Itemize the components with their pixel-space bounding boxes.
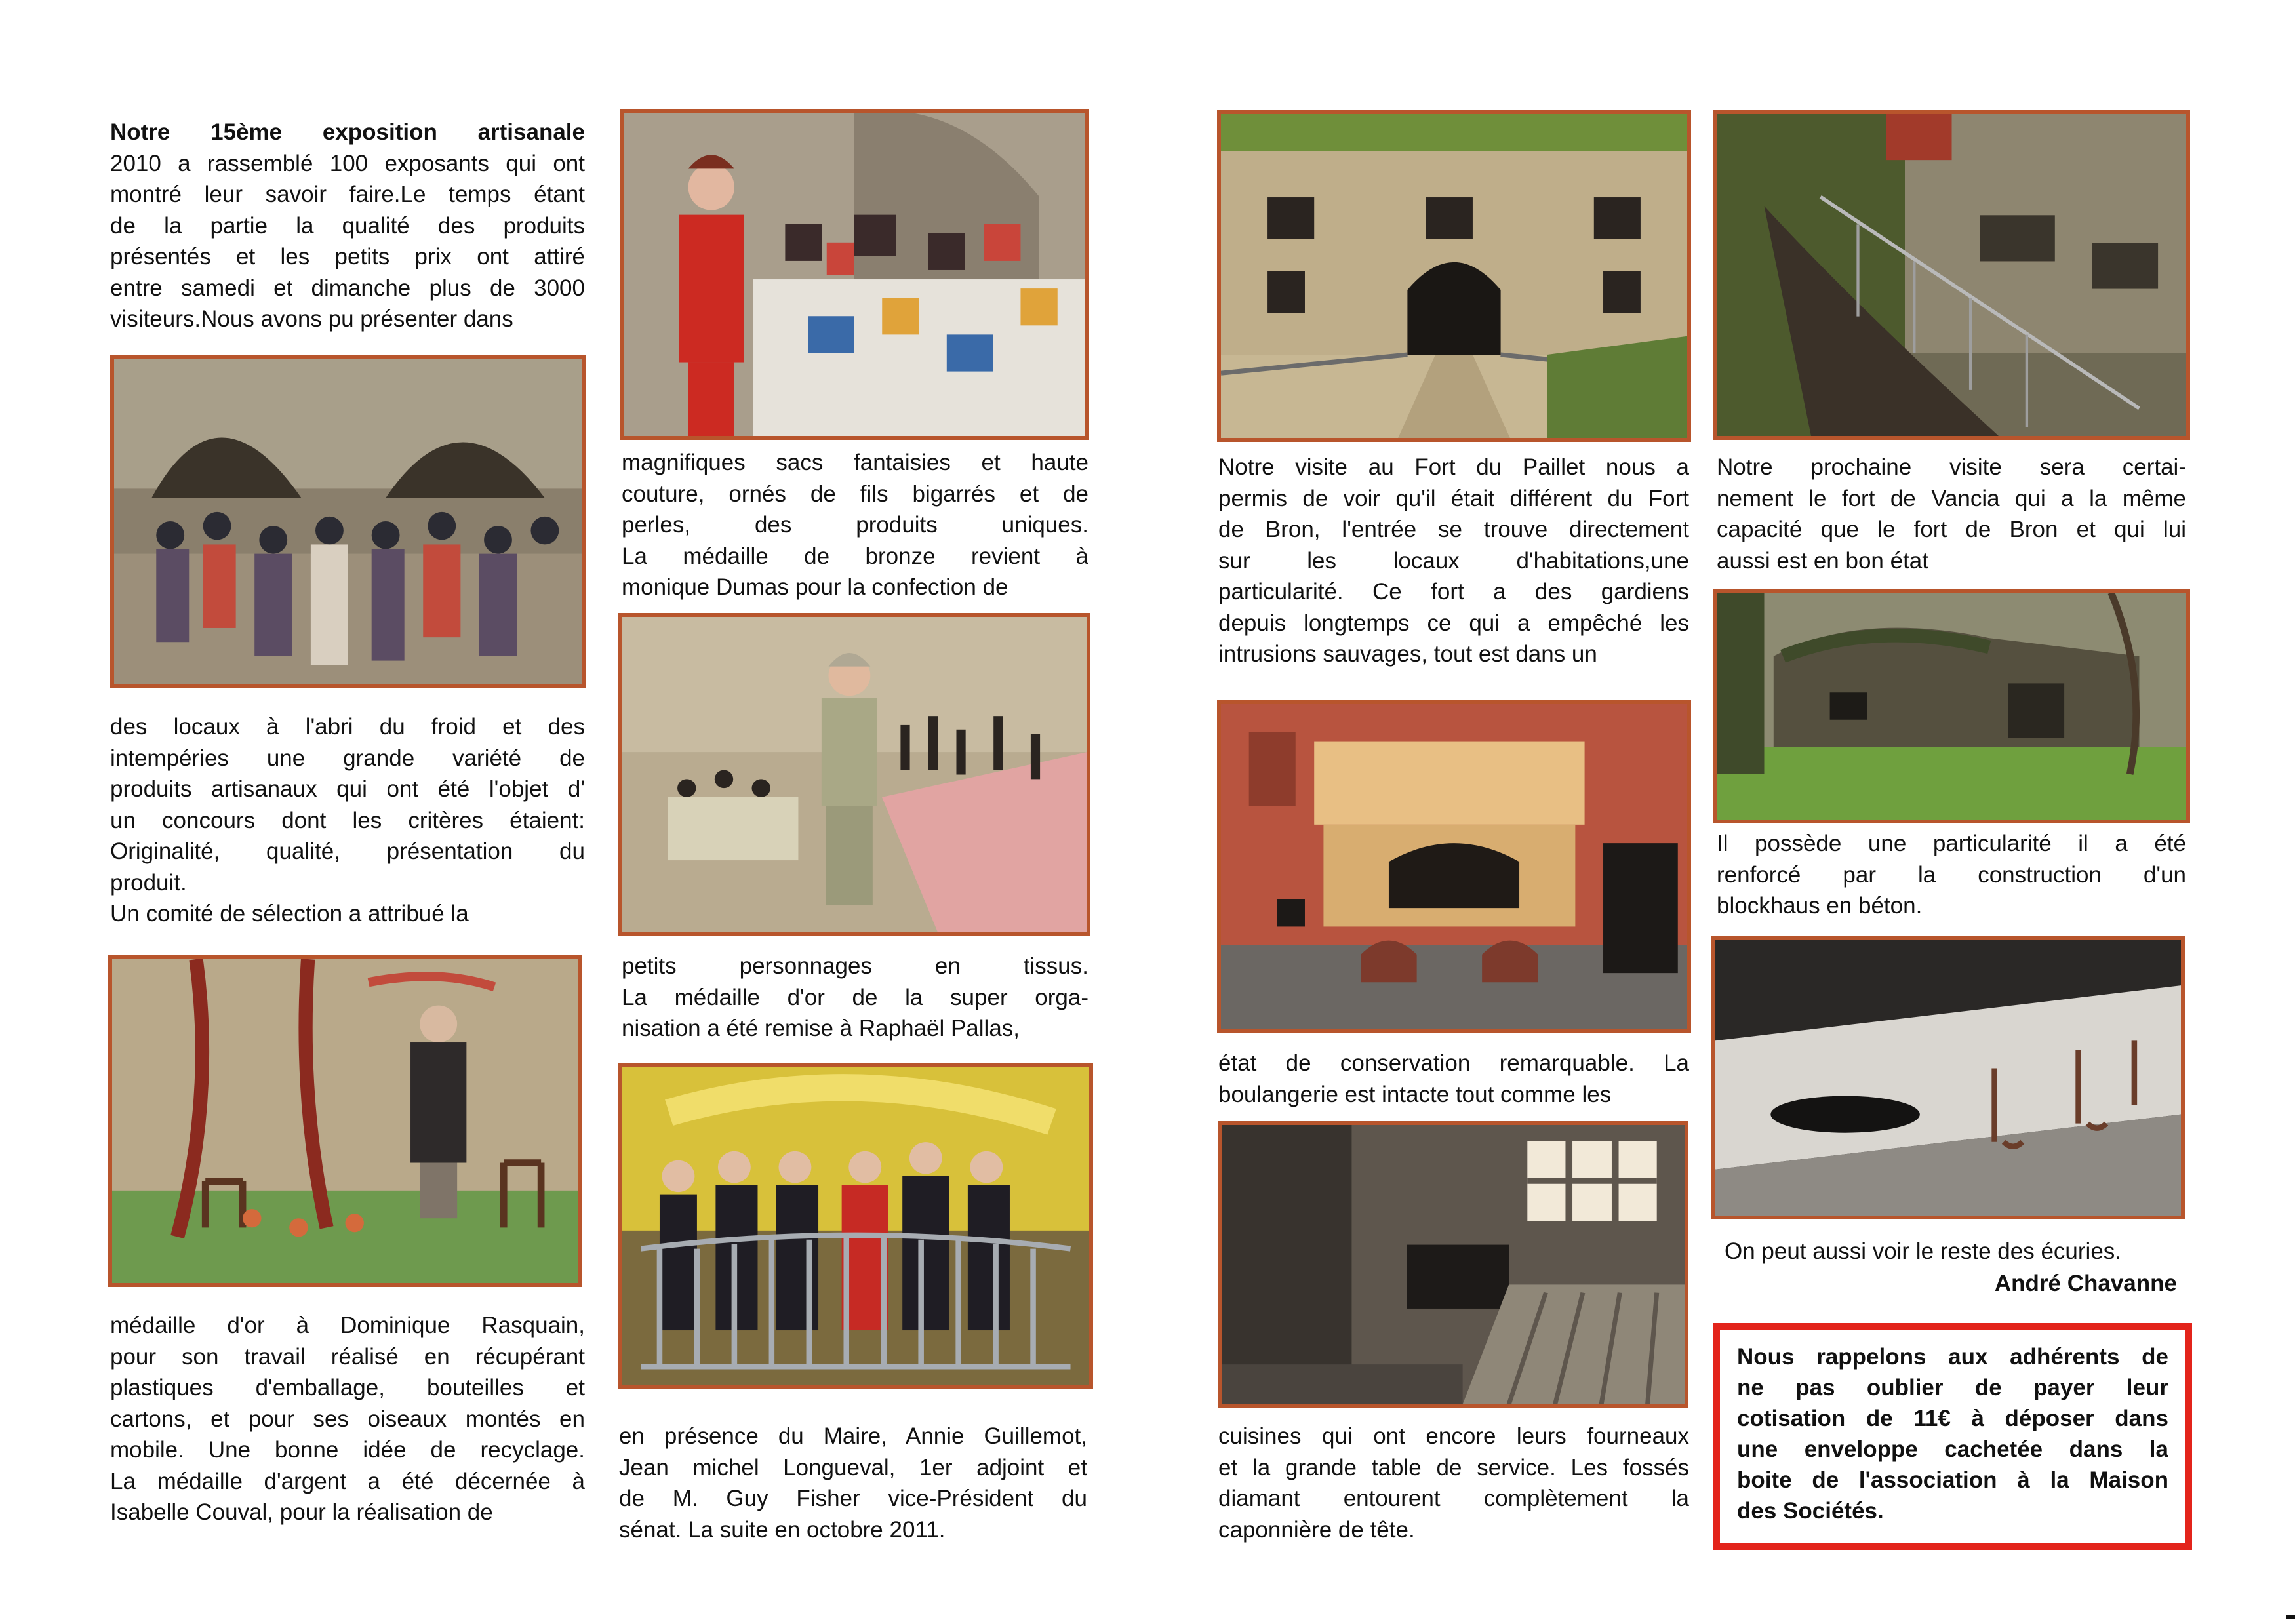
text-line: ne pas oublier de payer leur [1737,1375,2168,1400]
text-line: Notre prochaine visite sera certai- [1717,454,2186,480]
col3-lines-2 [1218,1048,1689,1110]
exhibition-title: Notre 15ème exposition artisanale [110,119,585,145]
text-line: une enveloppe cachetée dans la [1737,1436,2168,1462]
text-line: Notre visite au Fort du Paillet nous a [1218,454,1689,480]
col4-lines-1 [1717,452,2186,576]
photo-blockhaus [1713,589,2190,823]
col3-text-block-1 [1218,452,1689,670]
photo-stables [1711,936,2185,1219]
text-line: particularité. Ce fort a des gardiens [1218,579,1689,604]
col3-text-block-3 [1218,1421,1689,1545]
col3-text-block-2 [1218,1048,1689,1110]
text-line: couture, ornés de fils bigarrés et de [622,481,1088,507]
text-line: plastiques d'emballage, bouteilles et [110,1375,585,1400]
col2-text-block-1 [622,447,1088,603]
photo-mayor-ceremony [618,1063,1093,1389]
text-line: état de conservation remarquable. La [1218,1050,1689,1076]
col4-lines-2 [1717,828,2186,922]
text-line: sénat. La suite en octobre 2011. [619,1516,946,1543]
col2-text-block-3 [619,1421,1087,1545]
text-line: présentés et les petits prix ont attiré [110,244,585,269]
author-name: André Chavanne [1994,1271,2177,1296]
photo-handbags-stand [620,109,1089,440]
col3-lines-3 [1218,1421,1689,1545]
text-line: un concours dont les critères étaient: [110,807,585,833]
text-line: entre samedi et dimanche plus de 3000 [110,275,585,301]
col4-text-block-1 [1717,452,2186,576]
text-line: La médaille d'argent a été décernée à [110,1468,585,1494]
text-line: boite de l'association à la Maison [1737,1467,2168,1493]
col1-text-block-2 [110,711,585,930]
text-line: cartons, et pour ses oiseaux montés en [110,1406,585,1432]
text-line: Il possède une particularité il a été [1717,831,2186,856]
text-line: cotisation de 11€ à déposer dans [1737,1406,2168,1431]
text-line: monique Dumas pour la confection de [622,574,1008,600]
text-line: cuisines qui ont encore leurs fourneaux [1218,1423,1689,1449]
scan-corner-mark [2286,1615,2295,1619]
col1-lines-1 [110,148,585,335]
text-line: petits personnages en tissus. [622,953,1088,979]
col1-text-block-1 [110,117,585,335]
text-line: et la grande table de service. Les fossés [1218,1454,1689,1480]
text-line: des Sociétés. [1737,1498,1884,1524]
text-line: boulangerie est intacte tout comme les [1218,1081,1612,1107]
photo-bakery-oven [1217,700,1691,1033]
text-line: de M. Guy Fisher vice-Président du [619,1486,1087,1511]
text-line: aussi est en bon état [1717,547,1928,574]
notice-lines [1737,1341,2168,1526]
photo-vancia-fort-ditch [1713,110,2190,440]
col4-text-block-2 [1717,828,2186,922]
text-line: pour son travail réalisé en récupérant [110,1343,585,1370]
col1-lines-2 [110,711,585,930]
text-line: capacité que le fort de Bron et qui lui [1717,517,2186,542]
text-line: La médaille de bronze revient à [622,543,1088,569]
text-line: magnifiques sacs fantaisies et haute [622,450,1088,475]
text-line: permis de voir qu'il était différent du Fort [1218,485,1689,511]
text-line: montré leur savoir faire.Le temps étant [110,182,585,207]
membership-notice [1713,1323,2192,1550]
col1-lines-3 [110,1310,585,1528]
text-line: Un comité de sélection a attribué la [110,901,469,926]
text-line: depuis longtemps ce qui a empêché les [1218,610,1689,636]
col2-text-block-2 [622,951,1088,1044]
photo-fort-entrance [1217,110,1691,442]
text-line: 2010 a rassemblé 100 exposants qui ont [110,150,585,176]
text-line: de Bron, l'entrée se trouve directement [1218,517,1689,542]
text-line: Nous rappelons aux adhérents de [1737,1344,2168,1370]
text-line: renforcé par la construction d'un [1717,862,2186,888]
text-line: nement le fort de Vancia qui a la même [1717,485,2186,511]
text-line: blockhaus en béton. [1717,893,1923,919]
text-line: intempéries une grande variété de [110,745,585,771]
text-line: diamant entourent complètement la [1218,1486,1689,1511]
col2-lines-1 [622,447,1088,603]
text-line: en présence du Maire, Annie Guillemot, [619,1423,1087,1449]
col2-lines-3 [619,1421,1087,1545]
text-line: mobile. Une bonne idée de recyclage. [110,1437,585,1463]
photo-exhibition-crowd [110,355,586,688]
text-line: visiteurs.Nous avons pu présenter dans [110,306,513,332]
col3-lines-1 [1218,452,1689,670]
text-line: La médaille d'or de la super orga- [622,984,1088,1010]
text-line: produits artisanaux qui ont été l'objet d' [110,776,585,802]
text-line: nisation a été remise à Raphaël Pallas, [622,1016,1020,1041]
text-line: caponnière de tête. [1218,1516,1415,1543]
text-line: des locaux à l'abri du froid et des [110,714,585,740]
text-line: Isabelle Couval, pour la réalisation de [110,1499,493,1525]
text-line: de la partie la qualité des produits [110,212,585,239]
photo-gold-medal-display [108,955,582,1287]
text-line: intrusions sauvages, tout est dans un [1218,641,1597,667]
text-line: produit. [110,869,187,896]
stables-caption: On peut aussi voir le reste des écuries. [1725,1238,2122,1264]
text-line: médaille d'or à Dominique Rasquain, [110,1313,585,1338]
text-line: perles, des produits uniques. [622,512,1088,538]
photo-fabric-figures [618,613,1090,936]
text-line: Jean michel Longueval, 1er adjoint et [619,1454,1087,1480]
text-line: Originalité, qualité, présentation du [110,839,585,864]
text-line: sur les locaux d'habitations,une [1218,547,1689,574]
photo-kitchen-table [1218,1121,1688,1408]
col2-lines-2 [622,951,1088,1044]
col1-text-block-3 [110,1310,585,1528]
